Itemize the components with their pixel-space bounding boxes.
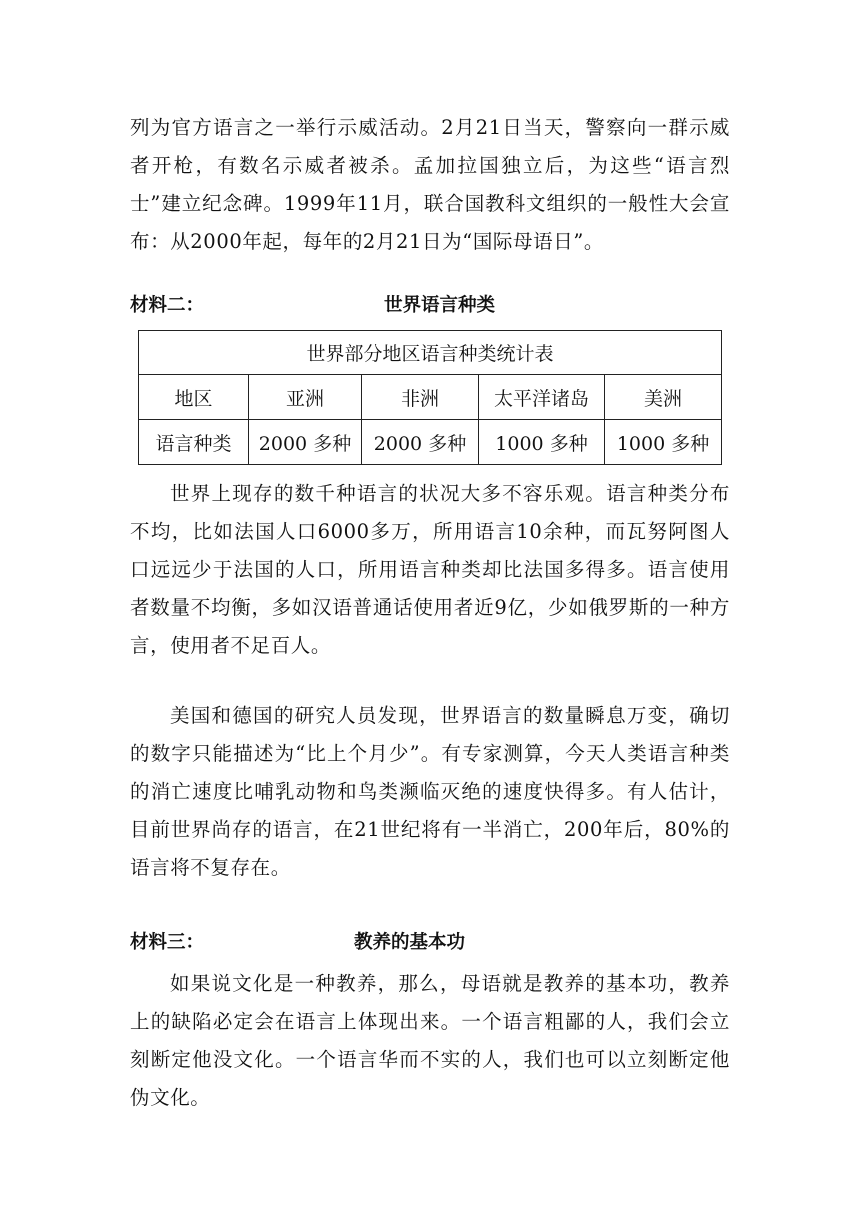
paragraph-mother-language-day: 列为官方语言之一举行示威活动。2月21日当天，警察向一群示威者开枪，有数名示威者被杀。孟加拉国独立后，为这些“语言烈士”建立纪念碑。1999年11月，联合国教科文组织的一般性大会宣布：从2000年起，每年的2月21日为“国际母语日”。 (130, 116, 730, 253)
table-cell: 太平洋诸岛 (479, 375, 605, 420)
table-row (139, 420, 722, 465)
table-header-row (139, 375, 722, 420)
table-caption-row (139, 331, 722, 375)
table-cell: 2000 多种 (249, 420, 362, 465)
section-heading-material-2 (130, 291, 730, 321)
table-caption: 世界部分地区语言种类统计表 (139, 331, 722, 375)
table-cell: 地区 (139, 375, 249, 420)
paragraph-culture-and-language: 如果说文化是一种教养，那么，母语就是教养的基本功，教养上的缺陷必定会在语言上体现出来。一个语言粗鄙的人，我们会立刻断定他没文化。一个语言华而不实的人，我们也可以立刻断定他伪文化。 (130, 972, 730, 1109)
language-statistics-table (138, 330, 722, 465)
section-title: 教养的基本功 (354, 932, 466, 953)
paragraph-language-status: 世界上现存的数千种语言的状况大多不容乐观。语言种类分布不均，比如法国人口6000多万，所用语言10余种，而瓦努阿图人口远远少于法国的人口，所用语言种类却比法国多得多。语言使用者数量不均衡，多如汉语普通话使用者近9亿，少如俄罗斯的一种方言，使用者不足百人。 (130, 482, 730, 657)
table-cell: 2000 多种 (362, 420, 479, 465)
table-cell: 语言种类 (139, 420, 249, 465)
section-title: 世界语言种类 (384, 295, 496, 316)
table-cell: 1000 多种 (479, 420, 605, 465)
section-label: 材料三： (130, 932, 205, 953)
section-label: 材料二： (130, 295, 205, 316)
table-cell: 美洲 (605, 375, 722, 420)
paragraph-language-extinction: 美国和德国的研究人员发现，世界语言的数量瞬息万变，确切的数字只能描述为“比上个月少”。有专家测算，今天人类语言种类的消亡速度比哺乳动物和鸟类濒临灭绝的速度快得多。有人估计，目前世界尚存的语言，在21世纪将有一半消亡，200年后，80%的语言将不复存在。 (130, 704, 730, 879)
table-cell: 亚洲 (249, 375, 362, 420)
section-heading-material-3 (130, 928, 730, 958)
table-cell: 1000 多种 (605, 420, 722, 465)
table-cell: 非洲 (362, 375, 479, 420)
